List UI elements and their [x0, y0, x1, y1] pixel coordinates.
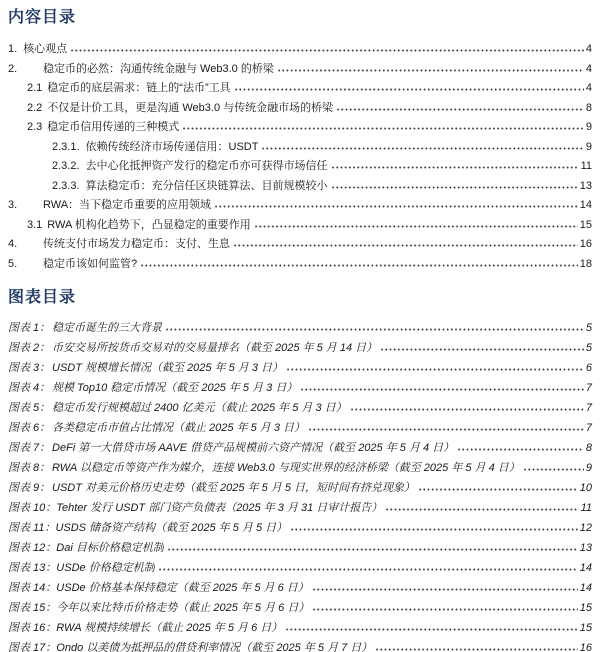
figure-toc-entry[interactable]	[8, 598, 592, 618]
content-toc-entry[interactable]	[8, 216, 592, 236]
content-toc-entry-label: RWA 机构化趋势下，凸显稳定的重要作用	[47, 218, 251, 231]
figure-toc-entry-number: 图表 4：	[8, 382, 51, 394]
dot-leader	[233, 243, 578, 247]
figure-toc-entry[interactable]	[8, 538, 592, 558]
figure-toc-entry-label: Dai 目标价格稳定机制	[56, 542, 164, 554]
content-toc-entry-page: 18	[579, 257, 592, 270]
figure-toc-entry[interactable]	[8, 478, 592, 498]
figure-toc-entry[interactable]	[8, 558, 592, 578]
content-toc-entry-number: 3.	[8, 199, 18, 211]
content-toc-entry[interactable]	[8, 79, 592, 99]
content-toc-entry[interactable]	[8, 255, 592, 275]
figure-toc-entry-page: 13	[579, 542, 592, 554]
figure-toc-entry-page: 9	[585, 462, 592, 474]
dot-leader	[165, 327, 584, 331]
dot-leader	[277, 68, 584, 72]
figure-toc-entry-page: 8	[585, 442, 592, 454]
figure-toc-entry-page: 5	[585, 342, 592, 354]
figure-toc-entry-number: 图表 14：	[8, 582, 57, 594]
figure-toc-entry-label: USDe 价格稳定机制	[56, 562, 155, 574]
figure-toc-entry-page: 12	[579, 522, 592, 534]
content-toc-entry-label: 核心观点	[23, 43, 68, 55]
figure-toc-entry-label: USDT 对美元价格历史走势（截至 2025 年 5 月 5 日，短时间有挤兑现象）	[52, 482, 416, 494]
figure-toc-entry-number: 图表 17：	[8, 642, 57, 652]
figure-toc-entry-label: USDe 价格基本保持稳定（截至 2025 年 5 月 6 日）	[56, 582, 309, 594]
figure-toc-entry-page: 7	[585, 382, 592, 394]
content-toc-entry-label: 传统支付市场发力稳定币：支付、生息	[43, 238, 230, 250]
content-toc-entry[interactable]	[8, 157, 592, 177]
content-toc-entry-page: 13	[579, 179, 592, 192]
figure-toc-entry[interactable]	[8, 578, 592, 598]
content-toc-entry-page: 15	[579, 218, 592, 231]
dot-leader	[418, 487, 578, 491]
dot-leader	[331, 185, 578, 189]
figure-toc-entry-page: 11	[580, 502, 592, 514]
dot-leader	[158, 567, 578, 571]
content-toc-entry-number: 2.1	[27, 82, 43, 94]
content-toc-entry-number: 4.	[8, 238, 18, 250]
content-toc-entry-label: 稳定币信用传递的三种模式	[47, 121, 180, 133]
content-toc-entry-page: 4	[585, 43, 592, 55]
dot-leader	[182, 126, 584, 130]
figure-toc-entry-label: 稳定币诞生的三大背景	[52, 322, 162, 334]
figure-toc-entry[interactable]	[8, 378, 592, 398]
figure-toc-entry-page: 6	[585, 362, 592, 374]
content-toc-entry[interactable]	[8, 177, 592, 197]
dot-leader	[523, 467, 584, 471]
content-toc-entry-number: 5.	[8, 257, 18, 270]
figure-toc-entry-page: 14	[579, 582, 592, 594]
figure-toc-entry-page: 16	[579, 642, 592, 652]
figure-toc-entry-number: 图表 7：	[8, 442, 51, 454]
figure-toc-entry-label: Ondo 以美债为抵押品的借贷利率情况（截至 2025 年 5 月 7 日）	[56, 642, 373, 652]
content-toc-entry[interactable]	[8, 40, 592, 60]
figure-toc-entry-number: 图表 5：	[8, 402, 51, 414]
figure-toc-entry[interactable]	[8, 398, 592, 418]
content-toc-entry-page: 9	[585, 140, 592, 153]
figure-toc-entry[interactable]	[8, 418, 592, 438]
content-toc-entry[interactable]	[8, 196, 592, 216]
dot-leader	[261, 146, 583, 150]
figure-toc-entry[interactable]	[8, 618, 592, 638]
content-toc-entry-number: 3.1	[27, 218, 43, 231]
figure-toc-entry-label: 稳定币发行规模超过 2400 亿美元（截止 2025 年 5 月 3 日）	[52, 402, 347, 414]
content-toc-entry-label: 稳定币的必然：沟通传统金融与 Web3.0 的桥梁	[43, 62, 274, 75]
dot-leader	[375, 647, 577, 651]
figure-toc-entry-page: 5	[585, 322, 592, 334]
figure-toc-entry-page: 15	[579, 602, 592, 614]
figure-toc-entry[interactable]	[8, 638, 592, 652]
figure-toc-entry-label: 各类稳定币市值占比情况（截止 2025 年 5 月 3 日）	[52, 422, 306, 434]
figure-toc-entry-label: USDS 储备资产结构（截至 2025 年 5 月 5 日）	[55, 522, 288, 534]
dot-leader	[336, 107, 584, 111]
content-toc-entry-number: 2.3.3.	[52, 179, 80, 192]
dot-leader	[167, 547, 578, 551]
content-toc-entry-page: 14	[579, 199, 592, 211]
figure-toc-entry[interactable]	[8, 438, 592, 458]
dot-leader	[312, 587, 578, 591]
figure-toc-entry-number: 图表 3：	[8, 362, 51, 374]
figure-toc-entry-page: 14	[579, 562, 592, 574]
content-toc-entry-label: 算法稳定币：充分信任区块链算法、目前规模较小	[85, 179, 328, 192]
figure-toc-entry-number: 图表 1：	[8, 322, 51, 334]
content-toc-entry-page: 16	[579, 238, 592, 250]
content-toc-list	[8, 40, 592, 274]
figure-toc-entry[interactable]	[8, 518, 592, 538]
content-toc-entry-number: 2.2	[27, 101, 43, 114]
figure-toc-entry[interactable]	[8, 358, 592, 378]
figure-toc-entry-page: 7	[585, 422, 592, 434]
figure-toc-entry-label: DeFi 第一大借贷市场 AAVE 借贷产品规模前六资产情况（截至 2025 年 5 月 4 日）	[52, 442, 455, 454]
figure-toc-list	[8, 318, 592, 652]
content-toc-entry-label: 不仅是计价工具，更是沟通 Web3.0 与传统金融市场的桥梁	[47, 101, 334, 114]
figure-toc-entry-number: 图表 16：	[8, 622, 57, 634]
dot-leader	[290, 527, 578, 531]
figure-toc-entry-number: 图表 9：	[8, 482, 51, 494]
dot-leader	[286, 367, 584, 371]
dot-leader	[140, 263, 578, 267]
content-toc-entry-page: 8	[585, 101, 592, 114]
dot-leader	[70, 48, 584, 52]
figure-toc-entry-page: 15	[579, 622, 592, 634]
figure-toc-entry-number: 图表 8：	[8, 462, 51, 474]
content-toc-entry-label: 去中心化抵押资产发行的稳定币亦可获得市场信任	[85, 160, 328, 172]
figure-toc-entry-label: USDT 规模增长情况（截至 2025 年 5 月 3 日）	[52, 362, 284, 374]
dot-leader	[300, 387, 584, 391]
content-toc-entry[interactable]	[8, 138, 592, 158]
dot-leader	[254, 224, 578, 228]
figure-toc-entry-number: 图表 11：	[8, 522, 56, 534]
content-toc-entry-label: 依赖传统经济市场传递信用：USDT	[85, 140, 259, 153]
dot-leader	[312, 607, 577, 611]
figure-toc-entry[interactable]	[8, 498, 592, 518]
figure-toc-entry-label: Tehter 发行 USDT 部门资产负债表（2025 年 3 月 31 日审计报告）	[56, 502, 383, 514]
content-toc-entry-page: 11	[580, 160, 592, 172]
content-toc-entry-number: 2.3.2.	[52, 160, 80, 172]
figure-toc-entry[interactable]	[8, 338, 592, 358]
figure-toc-entry-page: 10	[579, 482, 592, 494]
content-toc-entry[interactable]	[8, 99, 592, 119]
figure-toc-entry-label: 今年以来比特币价格走势（截止 2025 年 5 月 6 日）	[56, 602, 310, 614]
figure-toc-entry-label: 币安交易所按货币交易对的交易量排名（截至 2025 年 5 月 14 日）	[52, 342, 378, 354]
figure-toc-entry[interactable]	[8, 458, 592, 478]
dot-leader	[214, 204, 578, 208]
content-toc-entry-number: 2.3.1.	[52, 140, 80, 153]
figure-toc-entry-label: RWA 规模持续增长（截止 2025 年 5 月 6 日）	[56, 622, 283, 634]
content-toc-entry-number: 2.	[8, 62, 18, 75]
content-toc-entry-page: 4	[585, 62, 592, 75]
content-toc-title: 内容目录	[8, 9, 77, 26]
figure-toc-entry-label: 规模 Top10 稳定币情况（截至 2025 年 5 月 3 日）	[52, 382, 298, 394]
content-toc-entry-page: 9	[585, 121, 592, 133]
content-toc-entry-label: 稳定币的底层需求：链上的“法币”工具	[47, 82, 231, 94]
figure-toc-entry-number: 图表 12：	[8, 542, 57, 554]
dot-leader	[457, 447, 584, 451]
dot-leader	[331, 165, 579, 169]
figure-toc-entry-number: 图表 6：	[8, 422, 51, 434]
dot-leader	[285, 627, 577, 631]
content-toc-entry-number: 2.3	[27, 121, 43, 133]
content-toc-entry[interactable]	[8, 118, 592, 138]
dot-leader	[350, 407, 584, 411]
dot-leader	[234, 87, 584, 91]
figure-toc-entry-number: 图表 2：	[8, 342, 51, 354]
figure-toc-entry-number: 图表 13：	[8, 562, 57, 574]
content-toc-entry-page: 4	[585, 82, 592, 94]
figure-toc-entry[interactable]	[8, 318, 592, 338]
figure-toc-entry-label: RWA 以稳定币等资产作为媒介，连接 Web3.0 与现实世界的经济桥梁（截至 2025 年 5 月 4 日）	[52, 462, 520, 474]
content-toc-entry-label: RWA：当下稳定币重要的应用领域	[43, 199, 212, 211]
content-toc-entry[interactable]	[8, 60, 592, 80]
figure-toc-title: 图表目录	[8, 289, 77, 306]
figure-toc-entry-number: 图表 15：	[8, 602, 57, 614]
dot-leader	[385, 507, 578, 511]
content-toc-entry[interactable]	[8, 235, 592, 255]
content-toc-entry-label: 稳定币该如何监管?	[43, 257, 138, 270]
dot-leader	[380, 347, 584, 351]
content-toc-entry-number: 1.	[8, 43, 18, 55]
figure-toc-entry-number: 图表 10：	[8, 502, 57, 514]
dot-leader	[308, 427, 584, 431]
figure-toc-entry-page: 7	[585, 402, 592, 414]
